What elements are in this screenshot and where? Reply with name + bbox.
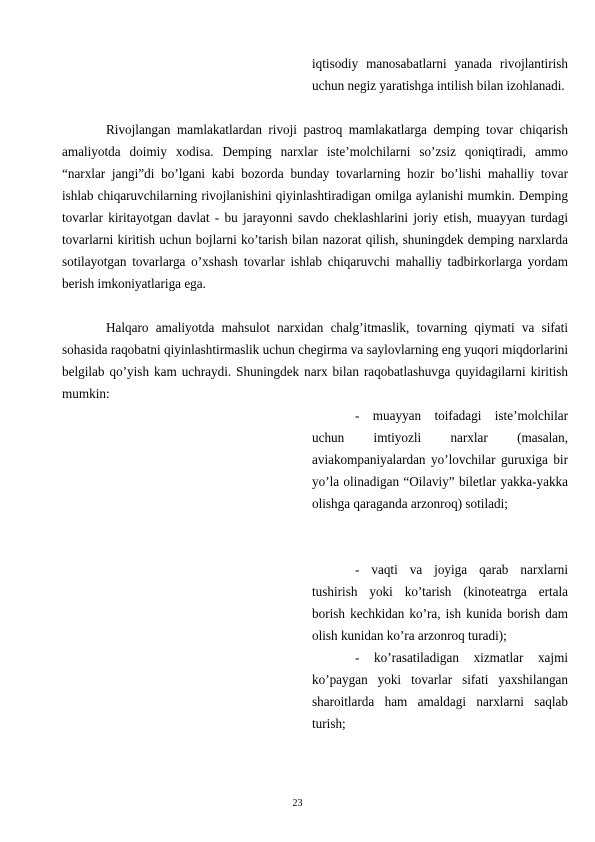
continuation-paragraph: iqtisodiy manosabatlarni yanada rivojlantirish uchun negiz yaratishga intilish bilan izohlanadi. <box>312 56 568 93</box>
paragraph-price-competition: Halqaro amaliyotda mahsulot narxidan chalg’itmaslik, tovarning qiymati va sifati sohasida raqobatni qiyinlashtirmaslik uchun chegirma va saylovlarning eng yuqori miqdorlarini belgilab qo’yish kam uchraydi. Shuningdek narx bilan raqobatlashuvga quyidagilarni kiritish mumkin: <box>62 320 568 401</box>
list-item-time-place-pricing: - vaqti va joyiga qarab narxlarni tushirish yoki ko’tarish (kinoteatrga ertala borish kechkidan ko’ra, ish kunida borish dam olish kunidan ko’ra arzonroq turadi); <box>312 562 568 643</box>
page-number: 23 <box>292 798 303 809</box>
paragraph-dumping: Rivojlangan mamlakatlardan rivoji pastroq mamlakatlarga demping tovar chiqarish amaliyotda doimiy xodisa. Demping narxlar iste’molchilarni so’zsiz qoniqtiradi, ammo “narxlar jangi”di bo’lgani kabi bozorda bunday tovarlarning hozir bo’lishi mahalliy tovar ishlab chiqaruvchilarning rivojlanishini qiyinlashtiradigan omilga aylanishi mumkin. Demping tovarlar kiritayotgan davlat - bu jarayonni savdo cheklashlarini joriy etish, muayyan turdagi tovarlarni kiritish uchun bojlarni ko’tarish bilan nazorat qilish, shuningdek demping narxlarda sotilayotgan tovarlarga o’xshash tovarlar ishlab chiqaruvchi mahalliy tadbirkorlarga yordam berish imkoniyatlariga ega. <box>62 122 568 291</box>
list-item-preferential-prices: - muayyan toifadagi iste’molchilar uchun imtiyozli narxlar (masalan, aviakompaniyalardan yo’lovchilar guruxiga bir yo’la olinadigan “Oilaviy” biletlar yakka-yakka olishga qaraganda arzonroq) sotiladi; <box>312 408 568 511</box>
list-item-keep-prices: - ko’rasatiladigan xizmatlar xajmi ko’paygan yoki tovarlar sifati yaxshilangan sharoitlarda ham amaldagi narxlarni saqlab turish; <box>312 650 568 731</box>
